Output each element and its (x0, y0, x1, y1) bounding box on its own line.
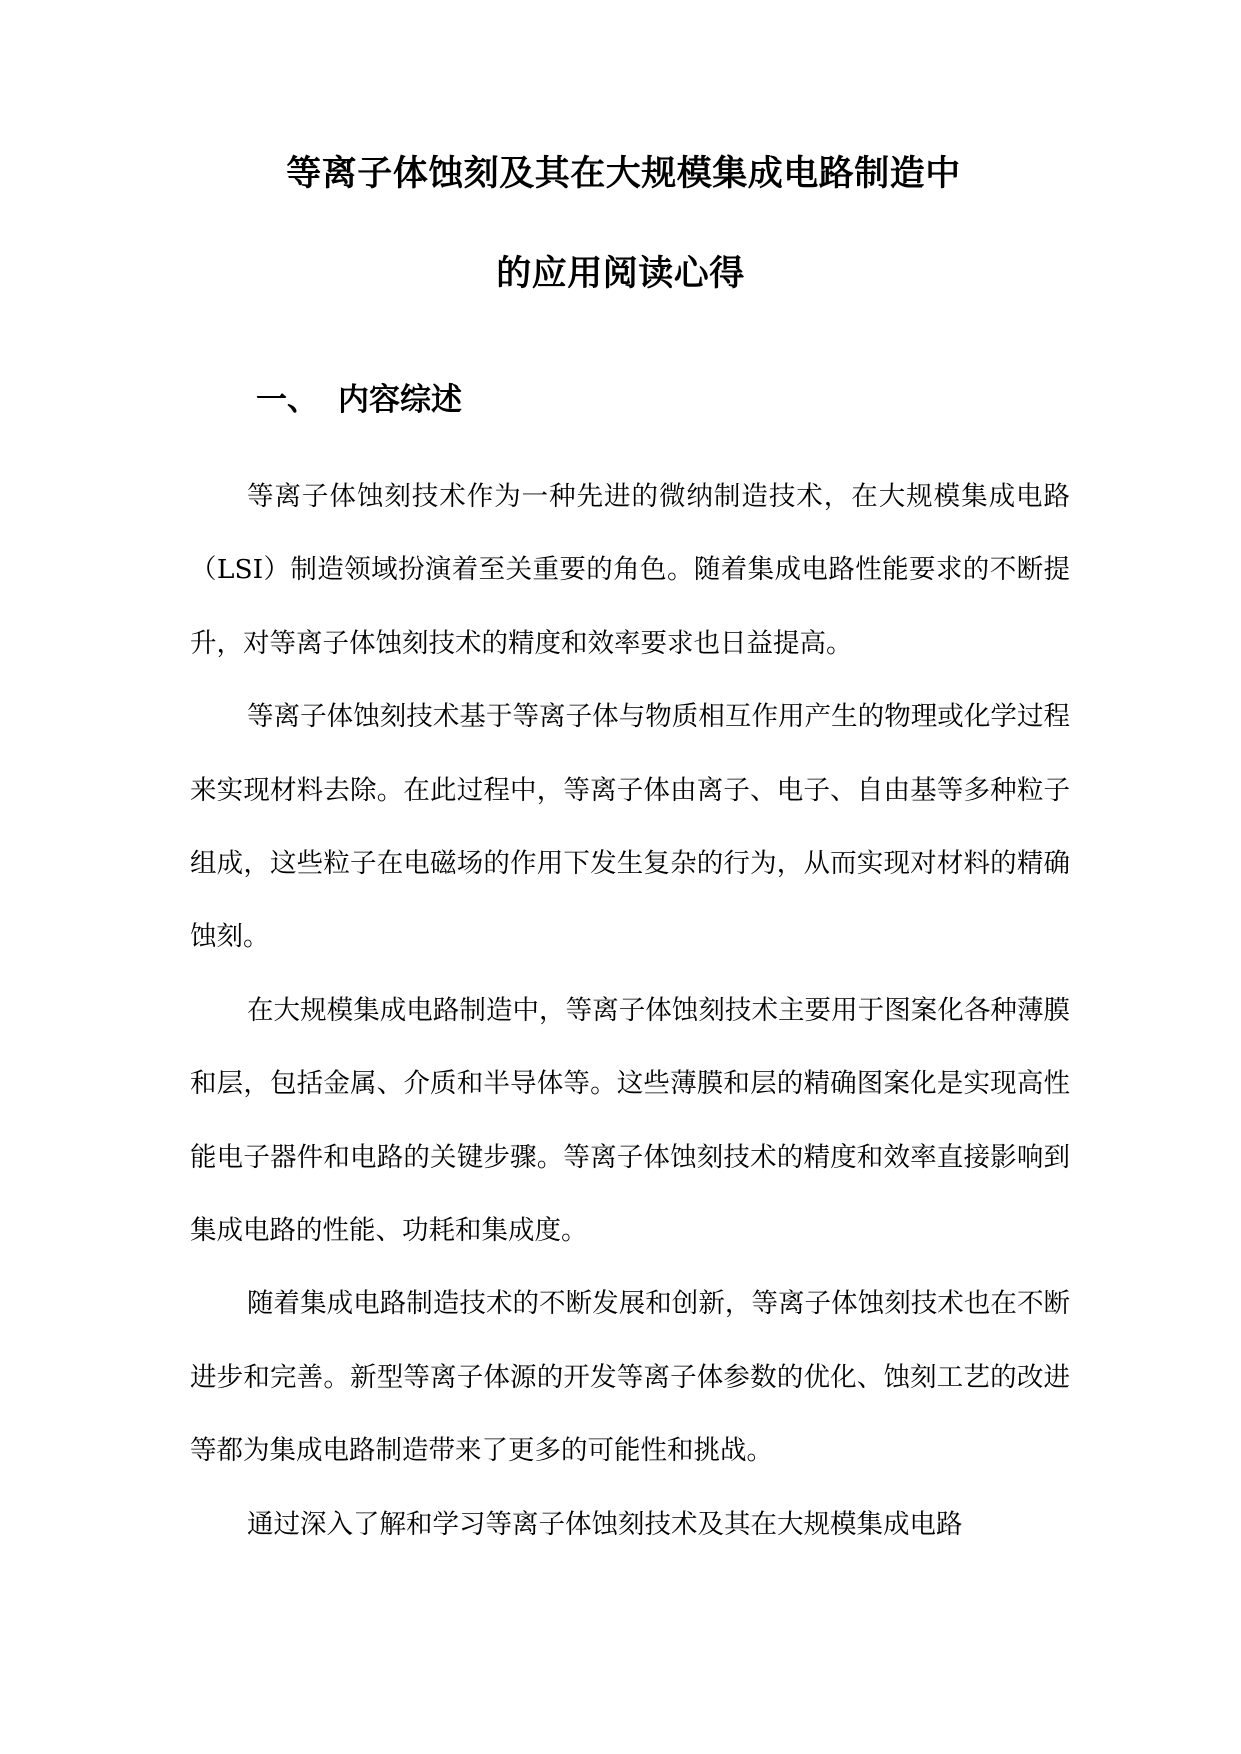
paragraph: 在大规模集成电路制造中，等离子体蚀刻技术主要用于图案化各种薄膜和层，包括金属、介质和半导体等。这些薄膜和层的精确图案化是实现高性能电子器件和电路的关键步骤。等离子体蚀刻技术的精度和效率直接影响到集成电路的性能、功耗和集成度。 (190, 994, 1070, 1247)
body-text (190, 460, 1070, 1561)
section-number: 一、 (256, 382, 318, 418)
document-title-line-1: 等离子体蚀刻及其在大规模集成电路制造中 (286, 154, 961, 194)
document-title-line-2: 的应用阅读心得 (496, 254, 745, 294)
paragraph: 通过深入了解和学习等离子体蚀刻技术及其在大规模集成电路 (247, 1508, 963, 1540)
section-title: 内容综述 (338, 382, 462, 418)
section-heading (256, 380, 462, 420)
paragraph: 等离子体蚀刻技术作为一种先进的微纳制造技术，在大规模集成电路（LSI）制造领域扮演着至关重要的角色。随着集成电路性能要求的不断提升，对等离子体蚀刻技术的精度和效率要求也日益提高。 (190, 481, 1070, 659)
paragraph: 随着集成电路制造技术的不断发展和创新，等离子体蚀刻技术也在不断进步和完善。新型等离子体源的开发等离子体参数的优化、蚀刻工艺的改进等都为集成电路制造带来了更多的可能性和挑战。 (190, 1288, 1070, 1467)
paragraph: 等离子体蚀刻技术基于等离子体与物质相互作用产生的物理或化学过程来实现材料去除。在此过程中，等离子体由离子、电子、自由基等多种粒子组成，这些粒子在电磁场的作用下发生复杂的行为，从而实现对材料的精确蚀刻。 (190, 701, 1070, 953)
